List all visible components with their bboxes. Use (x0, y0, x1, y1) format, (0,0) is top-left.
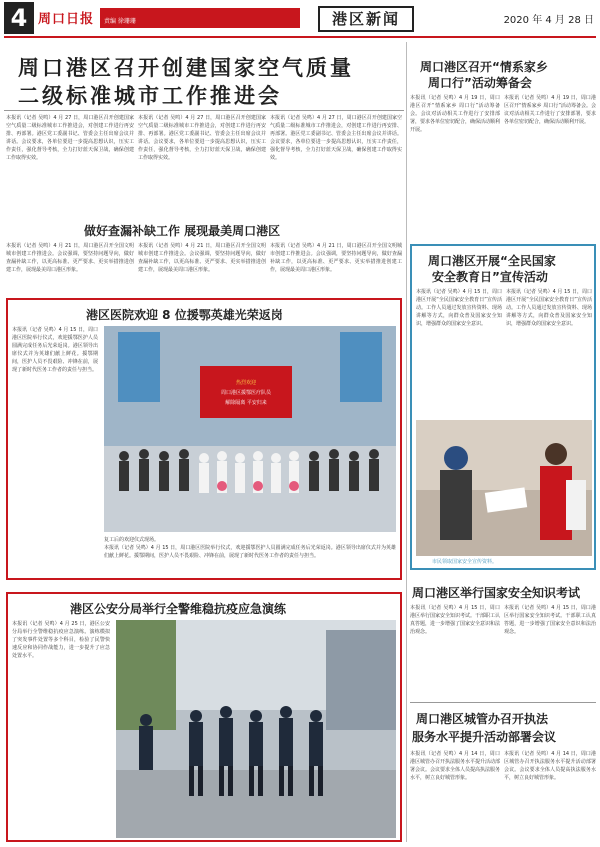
feature-headline: 港区医院欢迎 8 位援鄂英雄光荣返岗 (86, 308, 283, 322)
drill-body: 本报讯（记者 吴鸣）4 月 25 日，港区公安分局举行全警维稳抗疫应急演练。演练模拟了突发事件处置等多个科目，检验了民警快速反应和协同作战能力，进一步提升了应急处置水平。 (12, 621, 110, 659)
page-header (0, 0, 600, 38)
banner-line-3: 解除隔离 平安归来 (225, 400, 267, 406)
right-top-body-col2: 本报讯（记者 吴鸣）4 月 19 日，周口港区召开“情系家乡 周口行”活动筹备会。会议对活动相关工作进行了安排部署，要求各单位密切配合，确保活动顺利开展。 (504, 95, 596, 125)
law-headline-1: 周口港区城管办召开执法 (416, 712, 549, 726)
feature-body: 本报讯（记者 吴鸣）4 月 15 日，周口港区医院举行仪式，欢迎援鄂医护人员圆满完成任务后光荣返岗。港区领导出席仪式并为英雄们献上鲜花。援鄂期间，医护人员不畏艰险、冲锋在前，展现了新时代医务工作者的责任与担当。 (12, 327, 98, 373)
sub-lead-headline: 做好查漏补缺工作 展现最美周口港区 (84, 224, 281, 238)
sub-lead-body-col3: 本报讯（记者 吴鸣）4 月 21 日，周口港区召开全国文明城市创建工作推进会。会议强调，要坚持问题导向，做好查漏补缺工作，以更高标准、更严要求、更实举措推进创建工作，展现最美周口港区形象。 (270, 243, 402, 273)
lead-headline-1: 周口港区召开创建国家空气质量 (18, 55, 354, 80)
law-rule (410, 702, 596, 703)
law-headline-2: 服务水平提升活动部署会议 (412, 730, 557, 744)
paper-name: 周口日报 (38, 12, 95, 27)
sub-lead-body-col2: 本报讯（记者 吴鸣）4 月 21 日，周口港区召开全国文明城市创建工作推进会。会议强调，要坚持问题导向，做好查漏补缺工作，以更高标准、更严要求、更实举措推进创建工作，展现最美周口港区形象。 (138, 243, 266, 273)
banner-line-1: 热烈欢迎 (235, 380, 257, 386)
law-body-col2: 本报讯（记者 吴鸣）4 月 14 日，周口港区城管办召开执法服务水平提升活动部署会议。会议要求全体人员提高执法服务水平，树立良好城管形象。 (504, 751, 596, 781)
right-top-headline-1: 周口港区召开“情系家乡 (420, 60, 548, 74)
drill-photo (116, 620, 396, 838)
lead-body-col2: 本报讯（记者 吴鸣）4 月 27 日，周口港区召开创建国家空气质量二级标准城市工作推进会，对创建工作进行再安排、再部署。港区党工委副书记、管委会主任出席会议并讲话。会议要求，各单位要进一步提高思想认识，压实工作责任，强化督导考核，全力打好蓝天保卫战，确保创建工作取得实效。 (138, 115, 266, 161)
header-bar (100, 8, 300, 28)
column-divider (406, 42, 407, 842)
safety-body-col2: 本报讯（记者 吴鸣）4 月 15 日，周口港区开展“全民国家安全教育日”宣传活动。工作人员通过发放宣传资料、现场讲解等方式，向群众普及国家安全知识，增强群众的国家安全意识。 (506, 289, 592, 327)
safety-headline-2: 安全教育日”宣传活动 (432, 270, 548, 284)
right-top-headline-2: 周口行”活动筹备会 (428, 76, 532, 90)
feature-photo (104, 326, 396, 532)
safety-body-col1: 本报讯（记者 吴鸣）4 月 15 日，周口港区开展“全民国家安全教育日”宣传活动。工作人员通过发放宣传资料、现场讲解等方式，向群众普及国家安全知识，增强群众的国家安全意识。 (416, 289, 502, 327)
law-body-col1: 本报讯（记者 吴鸣）4 月 14 日，周口港区城管办召开执法服务水平提升活动部署会议。会议要求全体人员提高执法服务水平，树立良好城管形象。 (410, 751, 500, 781)
section-title: 港区新闻 (318, 6, 414, 32)
safety-caption: 市民领取国家安全宣传资料。 (432, 559, 498, 565)
lead-headline-2: 二级标准城市工作推进会 (18, 83, 282, 108)
lead-body-col1: 本报讯（记者 吴鸣）4 月 27 日，周口港区召开创建国家空气质量二级标准城市工作推进会，对创建工作进行再安排、再部署。港区党工委副书记、管委会主任出席会议并讲话。会议要求，各单位要进一步提高思想认识，压实工作责任，强化督导考核，全力打好蓝天保卫战，确保创建工作取得实效。 (6, 115, 134, 161)
feature-caption: 复工后的欢迎仪式现场。 (104, 537, 160, 543)
header-meta: 责编 徐珊珊 (104, 18, 136, 25)
feature-body-2: 本报讯（记者 吴鸣）4 月 15 日，周口港区医院举行仪式，欢迎援鄂医护人员圆满完成任务后光荣返岗。港区领导出席仪式并为英雄们献上鲜花。援鄂期间，医护人员不畏艰险、冲锋在前，展现了新时代医务工作者的责任与担当。 (104, 545, 396, 559)
page-number: 4 (4, 2, 34, 34)
banner-line-2: 周口港区援鄂医疗队员 (220, 390, 272, 396)
lead-body-col3: 本报讯（记者 吴鸣）4 月 27 日，周口港区召开创建国家空气质量二级标准城市工作推进会，对创建工作进行再安排、再部署。港区党工委副书记、管委会主任出席会议并讲话。会议要求，各单位要进一步提高思想认识，压实工作责任，强化督导考核，全力打好蓝天保卫战，确保创建工作取得实效。 (270, 115, 402, 161)
issue-date: 2020 年 4 月 28 日 (503, 15, 594, 26)
right-top-body-col1: 本报讯（记者 吴鸣）4 月 19 日，周口港区召开“情系家乡 周口行”活动筹备会。会议对活动相关工作进行了安排部署，要求各单位密切配合，确保活动顺利开展。 (410, 95, 500, 133)
exam-body-col2: 本报讯（记者 吴鸣）4 月 15 日，周口港区举行国家安全知识考试。干部职工认真答题，进一步增强了国家安全意识和法治观念。 (504, 605, 596, 635)
safety-photo (416, 420, 592, 556)
lead-rule (4, 110, 404, 111)
drill-headline: 港区公安分局举行全警维稳抗疫应急演练 (70, 602, 287, 616)
header-rule (4, 36, 596, 38)
safety-headline-1: 周口港区开展“全民国家 (428, 254, 556, 268)
exam-headline: 周口港区举行国家安全知识考试 (412, 586, 581, 600)
exam-body-col1: 本报讯（记者 吴鸣）4 月 15 日，周口港区举行国家安全知识考试。干部职工认真答题，进一步增强了国家安全意识和法治观念。 (410, 605, 500, 635)
sub-lead-body-col1: 本报讯（记者 吴鸣）4 月 21 日，周口港区召开全国文明城市创建工作推进会。会议强调，要坚持问题导向，做好查漏补缺工作，以更高标准、更严要求、更实举措推进创建工作，展现最美周口港区形象。 (6, 243, 134, 273)
